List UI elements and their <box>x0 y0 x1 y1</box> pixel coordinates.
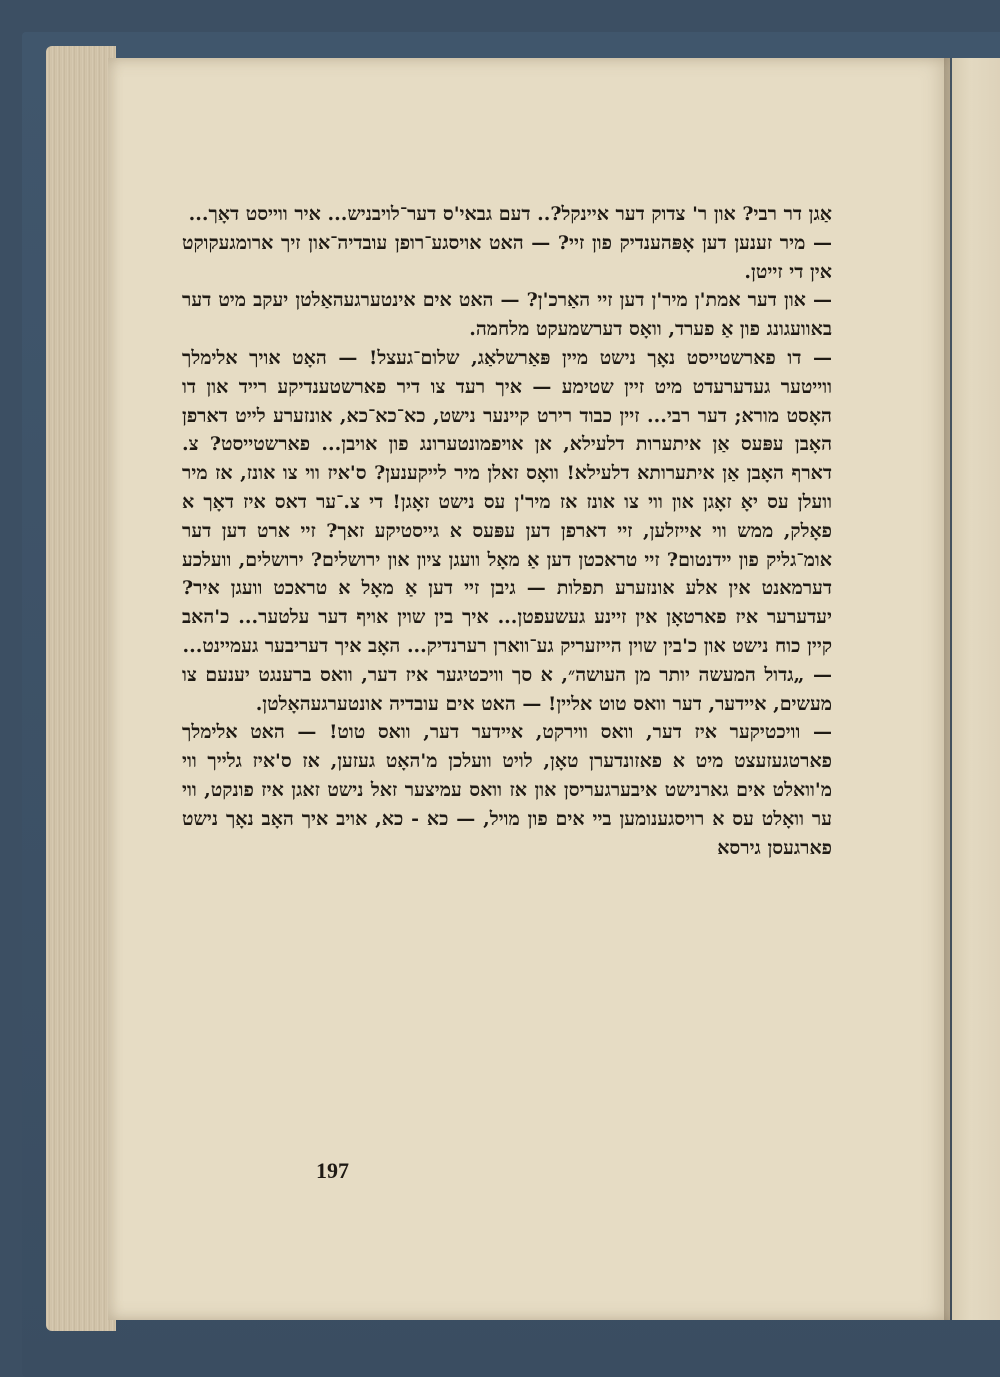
paragraph: אַגן דר רבי? און ר' צדוק דער איינקל?.. דעם גבאי'ס דער־לויבניש... איר ווייסט דאָך... <box>188 203 832 225</box>
paragraph: — דו פארשטייסט נאָך נישט מיין פּאַרשלאַג, שלום־געצל! — האָט אויך אלימלך ווייטער געדערעדט מיט זיין שטימע — איך רעד צו דיר פארשטענדיקע רייד און דו האָסט מורא; דער רבי... זיין כבוד רירט קיינער נישט, כא־כא־כא, אונזערע לייט דארפן האָבן עפּעס אַן איתערות דלעילא, אן אויפמונטערונג פון אויבן... פארשטייסט? צ. דארף האָבן אַן איתערותא דלעילא! וואָס זאלן מיר לייקענען? ס'איז ווי צו אונז, אז מיר וועלן עס יאָ זאָגן און ווי צו אונז אז מיר'ן עס נישט זאָגן! די צ.־ער דאס איז דאָך א פאָלק, ממש ווי אייזלען, זיי דארפן דען עפּעס א גייסטיקע זאך? זיי ארט דען דער אומ־גליק פון יידנטום? זיי טראכטן דען אַ מאָל וועגן ציון און ירושלים? ירושלים, וועלכע דערמאנט אין אלע אונזערע תפלות — גיבן זיי דען אַ מאָל א טראכט וועגן איר? יעדערער איז פארטאָן אין זיינע געשעפטן... איך בין שוין אויף דער עלטער... כ'האב קיין כוח נישט און כ'בין שוין הייזעריק גע־ווארן רערנדיק... האָב איך דעריבער געמיינט... <box>182 346 832 657</box>
facing-page-edge <box>952 58 1000 1320</box>
page-text <box>182 200 832 862</box>
page-edges <box>46 46 116 1331</box>
paragraph: — „גדול המעשה יותר מן העושה״, א סך וויכטיגער איז דער, וואס ברענגט יענעם צו מעשים, איידער, דער וואס טוט אליין! — האט אים עובדיה אונטערגעהאָלטן. <box>182 663 832 715</box>
page-number: 197 <box>316 1158 349 1183</box>
paragraph: — וויכטיקער איז דער, וואס ווירקט, איידער דער, וואס טוט! — האט אלימלך פארטגעזעצט מיט א פאזונדערן טאָן, לויט וועלכן מ'האָט געזען, אז ס'איז גלייך ווי מ'וואלט אים גארנישט איבערגעריסן און אז וואס עמיצער זאל נישט זאגן איז פונקט, ווי ער וואָלט עס א רויסגענומען ביי אים פון מויל, — כא - כא, אויב איך האָב נאָך נישט פארגעסן גירסא <box>182 721 832 859</box>
paragraph: — מיר זענען דען אָפּהענדיק פון זיי? — האט אויסגע־רופן עובדיה־און זיך ארומגעקוקט אין די זייטן. <box>182 231 832 283</box>
paragraph: — און דער אמת'ן מיר'ן דען זיי האַרכ'ן? — האט אים אינטערגעהאַלטן יעקב מיט דער באוועגונג פון אַ פערד, וואָס דערשמעקט מלחמה. <box>182 289 832 341</box>
